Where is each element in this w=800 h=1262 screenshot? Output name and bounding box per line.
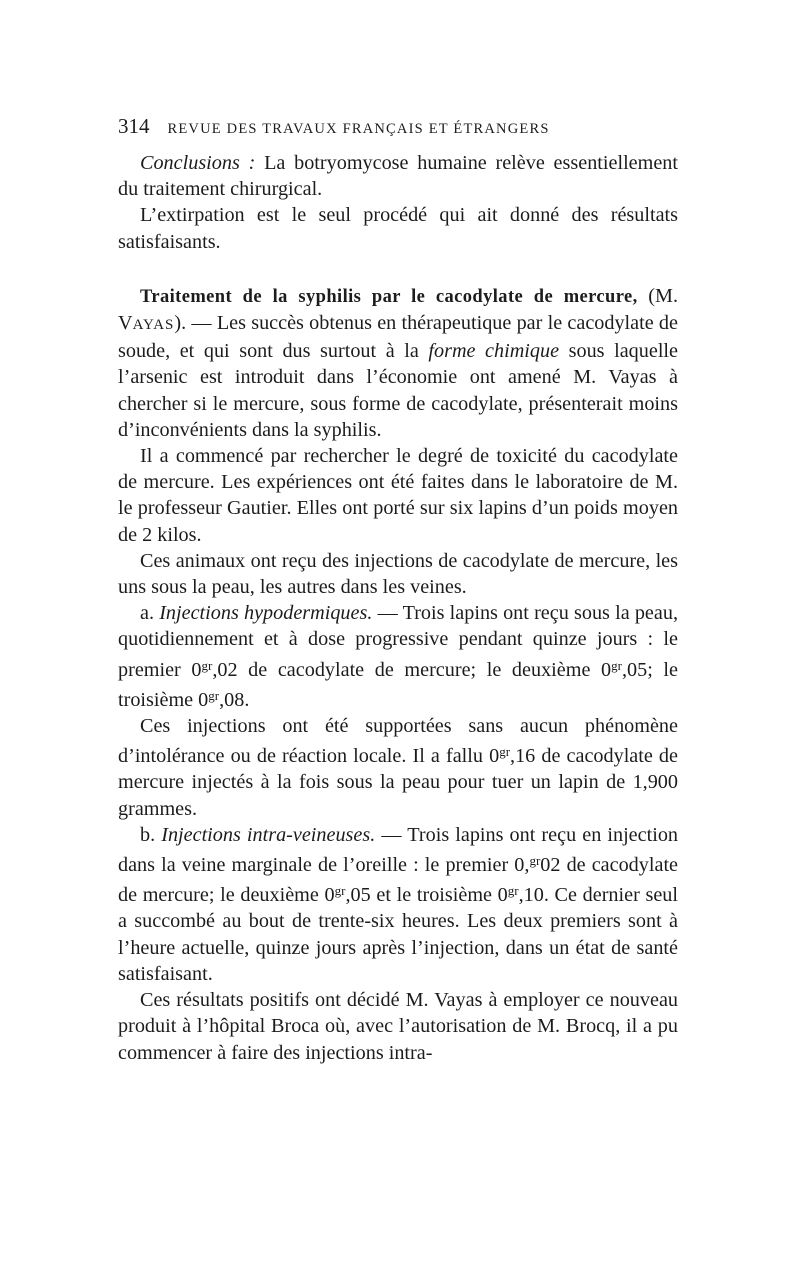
- author-open: (M.: [648, 284, 678, 307]
- hypodermic-text-3: ,05; le troisième 0: [118, 658, 678, 711]
- author-close: ). —: [174, 312, 217, 335]
- gram-superscript: gr: [201, 657, 213, 673]
- page-number: 314: [118, 114, 150, 138]
- paragraph-hypodermic: [118, 600, 678, 713]
- conclusions-label: Conclusions :: [140, 152, 256, 174]
- intravenous-text-3: ,05 et le troisième 0: [345, 884, 508, 907]
- section-spacer: [118, 255, 678, 283]
- author-initial: V: [118, 312, 133, 335]
- intravenous-text-4: ,10. Ce dernier seul a succombé au bout de trente-six heures. Les deux premiers sont à l’heure actuelle, quinze jours après l’injection, dans un état de santé satisfaisant.: [118, 884, 679, 985]
- hypodermic-title: Injections hypodermiques.: [159, 602, 373, 625]
- paragraph-tolerance: [118, 713, 678, 822]
- hypodermic-text-4: ,08.: [219, 688, 250, 711]
- intro-text-a: Les succès obtenus en thérapeutique par le cacodylate de soude, et qui sont dus surtout à la: [118, 312, 678, 363]
- body-text: [118, 150, 678, 1066]
- intravenous-text-2: 02 de cacodylate de mercure; le deuxième 0: [118, 854, 679, 907]
- running-title: REVUE DES TRAVAUX FRANÇAIS ET ÉTRANGERS: [167, 121, 550, 137]
- paragraph-results: Ces résultats positifs ont décidé M. Vayas à employer ce nouveau produit à l’hôpital Broca où, avec l’autorisation de M. Brocq, il a pu commencer à faire des injections intra-: [118, 989, 678, 1064]
- gram-superscript: gr: [507, 883, 519, 899]
- intravenous-label: b.: [140, 823, 162, 846]
- paragraph-animals: Ces animaux ont reçu des injections de cacodylate de mercure, les uns sous la peau, les autres dans les veines.: [118, 549, 678, 599]
- author-smallcaps: AYAS: [132, 317, 175, 334]
- hypodermic-text-2: ,02 de cacodylate de mercure; le deuxième 0: [212, 658, 612, 681]
- paragraph-extirpation: L’extirpation est le seul procédé qui ait donné des résultats satisfaisants.: [118, 204, 678, 253]
- intro-italic: forme chimique: [428, 340, 560, 363]
- hypodermic-label: a.: [140, 602, 160, 625]
- section-heading: Traitement de la syphilis par le cacodylate de mercure,: [140, 286, 638, 307]
- paragraph-toxicity: Il a commencé par rechercher le degré de toxicité du cacodylate de mercure. Les expériences ont été faites dans le laboratoire de M. le professeur Gautier. Elles ont porté sur six lapins d’un poids moyen de 2 kilos.: [118, 445, 678, 546]
- intravenous-text-1: — Trois lapins ont reçu en injection dans la veine marginale de l’oreille : le premier 0,: [118, 823, 679, 877]
- gram-superscript: gr: [334, 883, 346, 899]
- gram-superscript: gr: [499, 744, 511, 760]
- intro-text-b: sous laquelle l’arsenic est introduit dans l’économie ont amené M. Vayas à chercher si le mercure, sous forme de cacodylate, présenterait moins d’inconvénients dans la syphilis.: [118, 340, 678, 441]
- paragraph-intravenous: [118, 822, 678, 987]
- conclusions-text: La botryomycose humaine relève essentiellement du traitement chirurgical.: [118, 152, 679, 201]
- paragraph-conclusions: [118, 150, 678, 202]
- hypodermic-text-1: — Trois lapins ont reçu sous la peau, quotidiennement et à dose progressive pendant quinze jours : le premier 0: [118, 602, 678, 681]
- running-header: [118, 114, 680, 141]
- paragraph-syphilis-intro: [118, 283, 678, 443]
- gram-superscript: gr: [611, 657, 622, 673]
- intravenous-title: Injections intra-veineuses.: [161, 823, 376, 846]
- gram-superscript: gr: [529, 853, 541, 869]
- tolerance-text-2: ,16 de cacodylate de mercure injectés à la fois sous la peau pour tuer un lapin de 1,900 grammes.: [118, 745, 678, 820]
- tolerance-text-1: Ces injections ont été supportées sans aucun phénomène d’intolérance ou de réaction locale. Il a fallu 0: [118, 715, 678, 768]
- gram-superscript: gr: [208, 687, 220, 703]
